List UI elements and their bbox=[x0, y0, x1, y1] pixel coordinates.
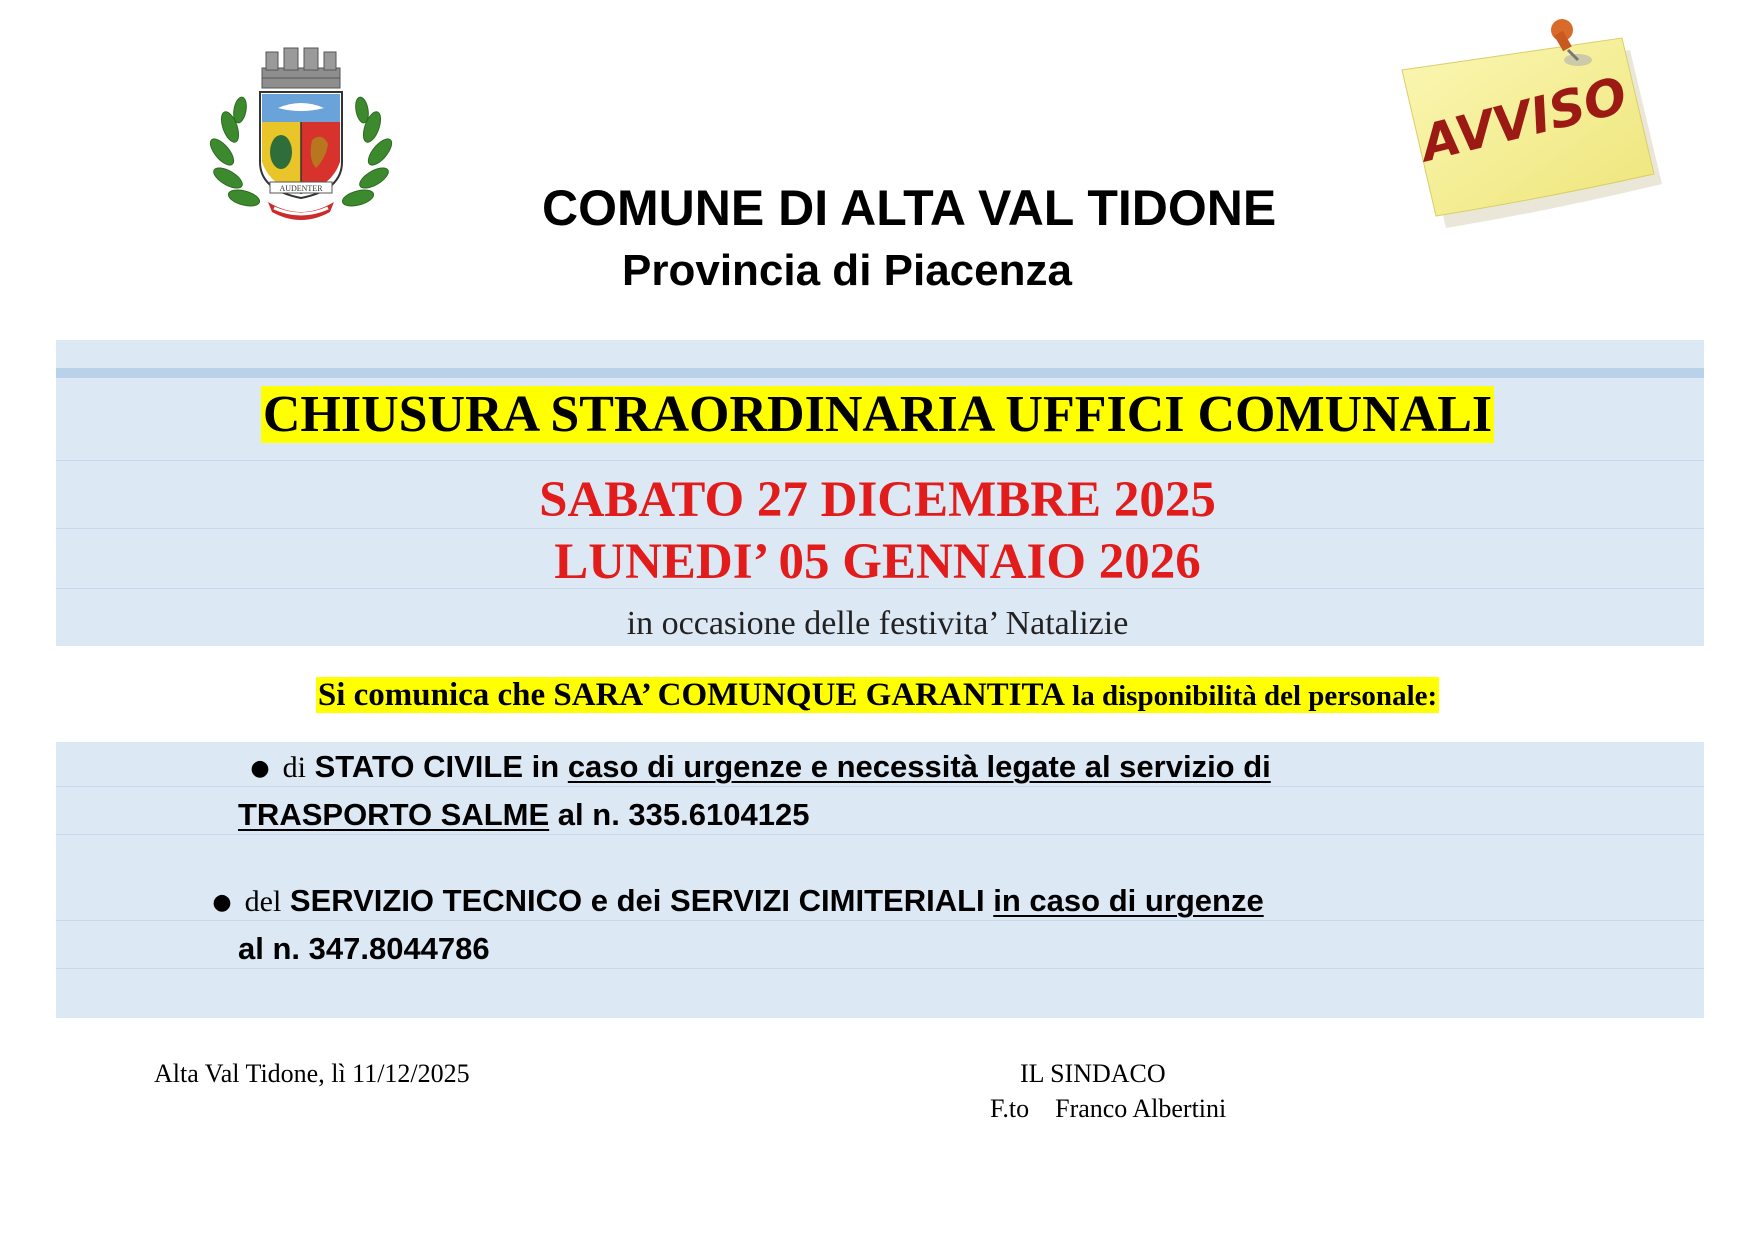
avviso-label: AVVISO bbox=[1415, 65, 1633, 174]
municipality-name: COMUNE DI ALTA VAL TIDONE bbox=[542, 180, 1277, 236]
place-and-date: Alta Val Tidone, lì 11/12/2025 bbox=[154, 1059, 470, 1088]
service-stato-civile bbox=[246, 744, 1271, 792]
signature-prefix: F.to bbox=[990, 1094, 1030, 1123]
service-connector: in bbox=[531, 749, 560, 784]
service-prefix: del bbox=[244, 885, 282, 918]
service-phone: al n. 335.6104125 bbox=[557, 797, 810, 832]
province-name: Provincia di Piacenza bbox=[622, 246, 1072, 295]
service-office: STATO CIVILE bbox=[314, 749, 523, 784]
service-stato-civile-continued bbox=[238, 792, 809, 838]
notice-staff: la disponibilità del personale: bbox=[1064, 680, 1438, 712]
signatory-name: Franco Albertini bbox=[1055, 1094, 1227, 1123]
closure-title: CHIUSURA STRAORDINARIA UFFICI COMUNALI bbox=[262, 386, 1493, 443]
bullet-icon: ● bbox=[250, 755, 270, 781]
service-condition: in caso di urgenze bbox=[993, 883, 1264, 918]
panel-stripe bbox=[56, 368, 1704, 378]
service-office: SERVIZIO TECNICO e dei SERVIZI CIMITERIALI bbox=[289, 883, 985, 918]
closure-date-1: SABATO 27 DICEMBRE 2025 bbox=[539, 472, 1216, 528]
availability-notice bbox=[0, 674, 1755, 717]
signatory-title: IL SINDACO bbox=[1020, 1059, 1166, 1088]
closure-date-2: LUNEDI’ 05 GENNAIO 2026 bbox=[554, 534, 1201, 590]
municipal-crest bbox=[208, 22, 394, 234]
service-phone: al n. 347.8044786 bbox=[238, 931, 490, 966]
avviso-sticky-note bbox=[1378, 8, 1668, 228]
service-tecnico-phone bbox=[238, 926, 490, 972]
service-prefix: di bbox=[282, 751, 306, 784]
bullet-icon: ● bbox=[212, 889, 232, 915]
service-condition: caso di urgenze e necessità legate al servizio di bbox=[567, 749, 1271, 784]
notice-intro: Si comunica che SARA’ COMUNQUE GARANTITA bbox=[317, 677, 1065, 713]
occasion-text: in occasione delle festivita’ Natalizie bbox=[626, 605, 1129, 642]
service-condition-cont: TRASPORTO SALME bbox=[238, 797, 550, 832]
crest-motto: AUDENTER bbox=[279, 184, 323, 193]
signatory-line bbox=[990, 1093, 1226, 1125]
service-tecnico bbox=[208, 878, 1264, 926]
